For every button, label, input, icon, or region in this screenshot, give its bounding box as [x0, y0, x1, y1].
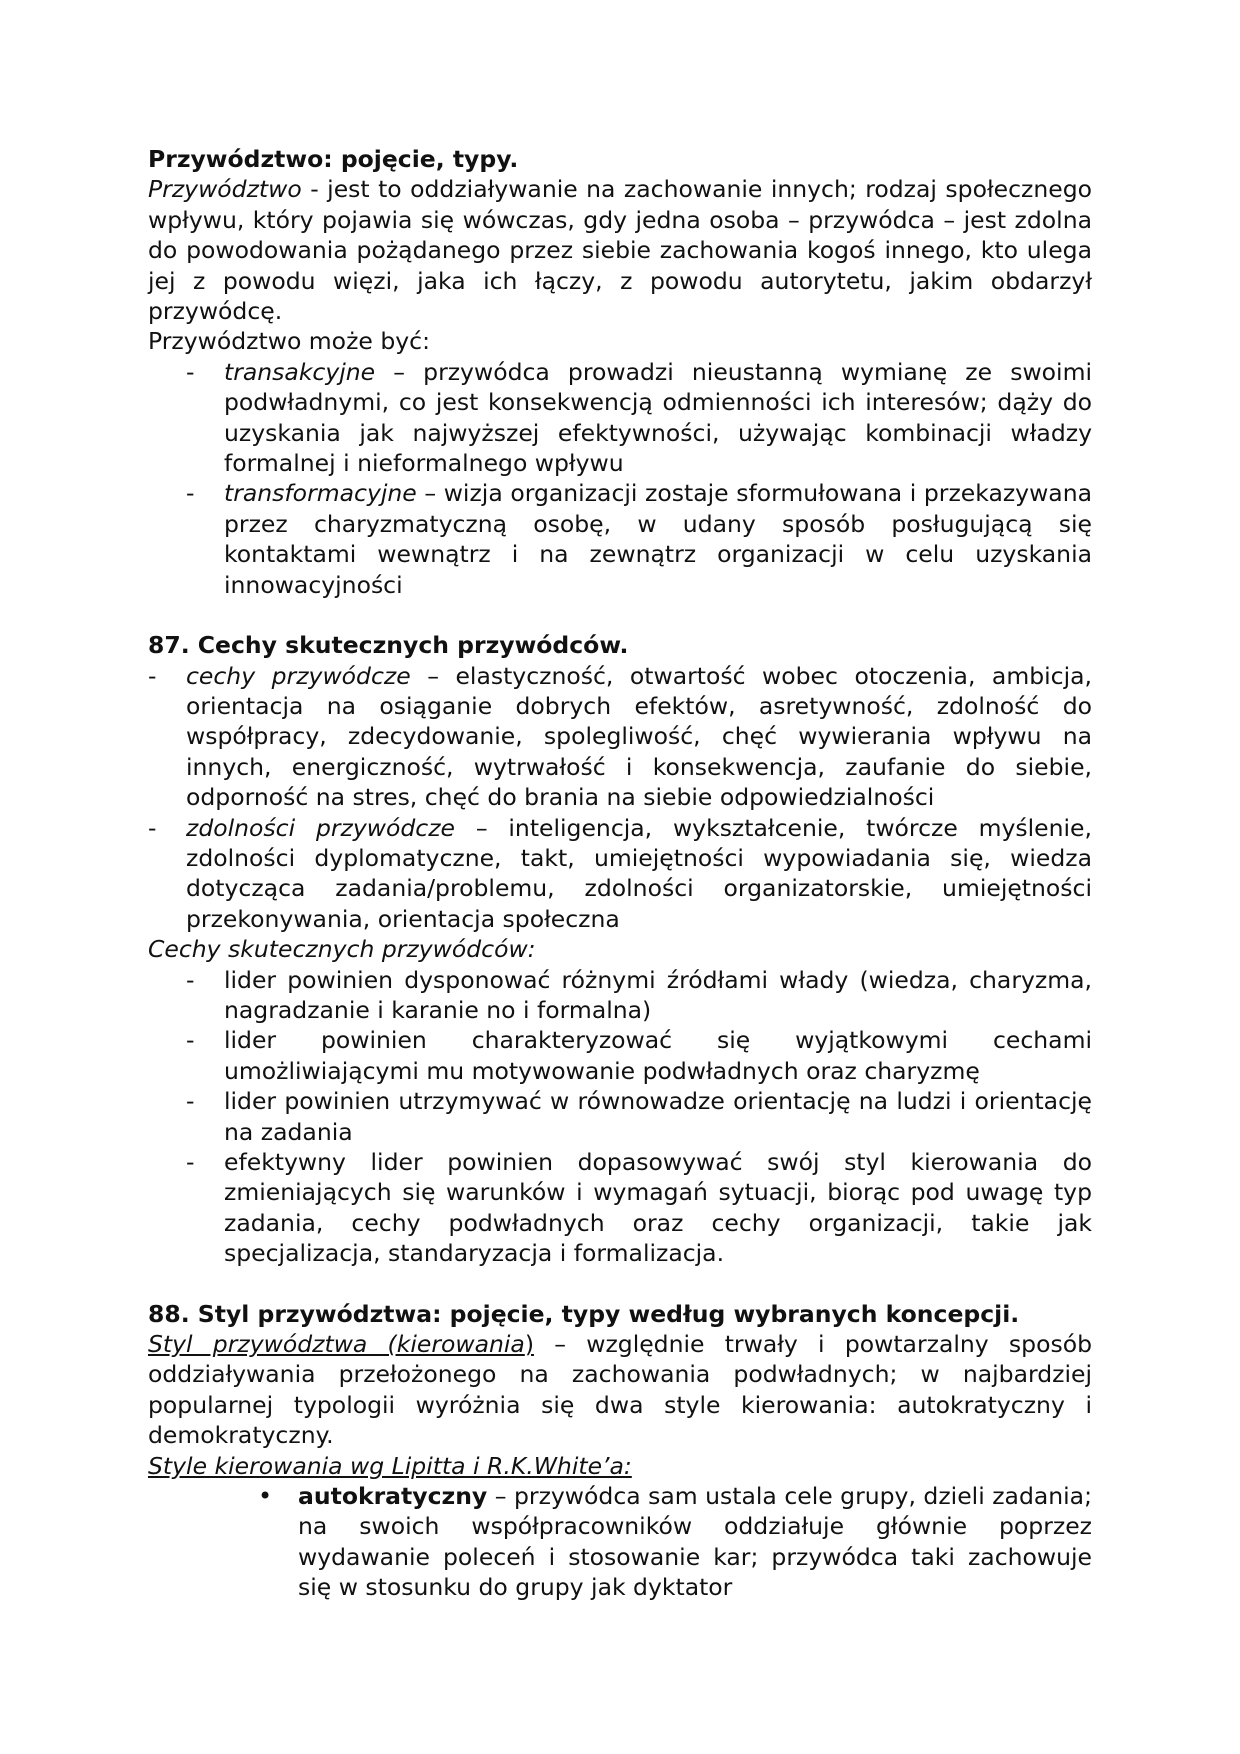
leadership-types-list	[148, 357, 1092, 600]
dash-marker: -	[186, 1148, 195, 1176]
leadership-styles-list	[148, 1481, 1092, 1603]
list-item	[186, 357, 1092, 479]
definition-term: Przywództwo	[148, 175, 302, 204]
list-item	[186, 1147, 1092, 1269]
leader-qualities-list	[148, 661, 1092, 935]
list-item-text: – przywódca prowadzi nieustanną wymianę ze swoimi podwładnymi, co jest konsekwencją odmienności ich interesów; dąży do uzyskania jak najwyższej efektywności, używając kombinacji władzy formalnej i nieformalnego wpływu	[224, 357, 1092, 478]
dash-marker: -	[186, 965, 195, 994]
definition-term: Styl przywództwa (kierowania	[148, 1330, 525, 1359]
definition-text: - jest to oddziaływanie na zachowanie innych; rodzaj społecznego wpływu, który pojawia się wówczas, gdy jedna osoba – przywódca – jest zdolna do powodowania pożądanego przez siebie zachowania kogoś innego, kto ulega jej z powodu więzi, jaka ich łączy, z powodu autorytetu, jakim obdarzył przywódcę.	[148, 175, 1092, 326]
list-item	[258, 1481, 1092, 1603]
list-item-term: transakcyjne	[224, 357, 376, 386]
dash-marker: -	[148, 661, 157, 690]
list-item	[186, 1086, 1092, 1147]
list-item-term: cechy przywódcze	[186, 661, 411, 690]
list-item-text: – inteligencja, wykształcenie, twórcze myślenie, zdolności dyplomatyczne, takt, umiejętności wypowiadania się, wiedza dotycząca zadania/problemu, zdolności organizatorskie, umiejętności przekonywania, orientacja społeczna	[186, 813, 1092, 933]
styles-subheading: Style kierowania wg Lipitta i R.K.White’a:	[148, 1451, 632, 1480]
style-definition	[148, 1329, 1092, 1451]
section-title-traits: 87. Cechy skutecznych przywódców.	[148, 631, 629, 660]
leadership-definition	[148, 174, 1092, 326]
list-item-text: lider powinien charakteryzować się wyjątkowymi cechami umożliwiającymi mu motywowanie podwładnych oraz charyzmę	[224, 1026, 1092, 1085]
list-item-text: lider powinien dysponować różnymi źródłami włady (wiedza, charyzma, nagradzanie i karanie no i formalna)	[224, 965, 1092, 1024]
dash-marker: -	[186, 1026, 195, 1055]
dash-marker: -	[186, 479, 195, 508]
bullet-marker: •	[258, 1482, 273, 1511]
section-title-style: 88. Styl przywództwa: pojęcie, typy według wybranych koncepcji.	[148, 1299, 1020, 1328]
traits-subheading: Cechy skutecznych przywódców:	[148, 935, 536, 964]
section-title-leadership: Przywództwo: pojęcie, typy.	[148, 145, 519, 173]
list-item-text: efektywny lider powinien dopasowywać swój styl kierowania do zmieniających się warunków i wymagań sytuacji, biorąc pod uwagę typ zadania, cechy podwładnych oraz cechy organizacji, takie jak specjalizacja, standaryzacja i formalizacja.	[224, 1148, 1092, 1268]
list-item	[186, 478, 1092, 600]
list-item	[148, 661, 1092, 813]
list-item	[148, 813, 1092, 935]
leadership-types-intro: Przywództwo może być:	[148, 327, 430, 356]
list-item-text: – przywódca sam ustala cele grupy, dzieli zadania; na swoich współpracowników oddziałuje głównie poprzez wydawanie poleceń i stosowanie kar; przywódca taki zachowuje się w stosunku do grupy jak dyktator	[298, 1482, 1092, 1602]
dash-marker: -	[148, 813, 157, 842]
list-item-term: transformacyjne	[224, 479, 417, 508]
list-item-text: – wizja organizacji zostaje sformułowana i przekazywana przez charyzmatyczną osobę, w udany sposób posługującą się kontaktami wewnątrz i na zewnątrz organizacji w celu uzyskania innowacyjności	[224, 479, 1092, 599]
dash-marker: -	[186, 1087, 195, 1116]
list-item	[186, 965, 1092, 1026]
dash-marker: -	[186, 357, 195, 386]
list-item-text: lider powinien utrzymywać w równowadze orientację na ludzi i orientację na zadania	[224, 1087, 1092, 1146]
definition-text: – względnie trwały i powtarzalny sposób oddziaływania przełożonego na zachowania podwładnych; w najbardziej popularnej typologii wyróżnia się dwa style kierowania: autokratyczny i demokratyczny.	[148, 1330, 1092, 1450]
spacer	[148, 600, 1092, 630]
list-item-term: zdolności przywódcze	[186, 813, 455, 842]
effective-leader-traits-list	[148, 965, 1092, 1269]
definition-term-close: )	[524, 1330, 534, 1359]
spacer	[148, 1269, 1092, 1299]
list-item-term: autokratyczny	[298, 1482, 488, 1511]
list-item-text: – elastyczność, otwartość wobec otoczenia, ambicja, orientacja na osiąganie dobrych efektów, asretywność, zdolność do współpracy, zdecydowanie, spolegliwość, chęć wywierania wpływu na innych, energiczność, wytrwałość i konsekwencja, zaufanie do siebie, odporność na stres, chęć do brania na siebie odpowiedzialności	[186, 661, 1092, 812]
list-item	[186, 1025, 1092, 1086]
